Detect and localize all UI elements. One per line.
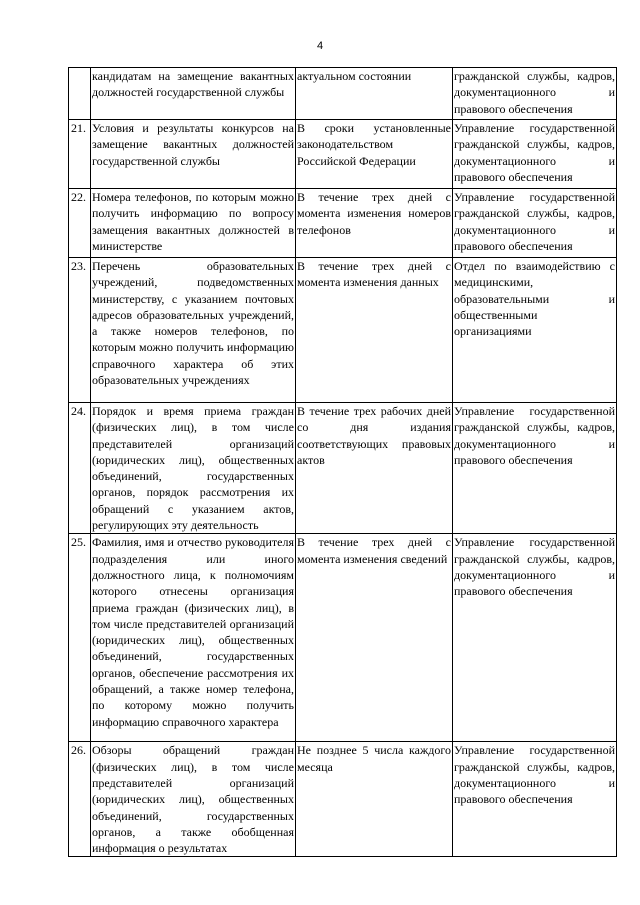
responsible-unit: Управление государственной гражданской службы, кадров, документационного и правового обеспечения [453,534,617,742]
table-row [69,120,617,189]
table-row [69,189,617,258]
info-category: Перечень образовательных учреждений, подведомственных министерству, с указанием почтовых адресов образовательных учреждений, а также номеров телефонов, по которым можно получить информацию справочного характера об этих образовательных учреждениях [91,258,296,403]
responsible-unit: гражданской службы, кадров, документационного и правового обеспечения [453,68,617,120]
update-term: В течение трех рабочих дней со дня издания соответствующих правовых актов [296,403,453,534]
update-term: актуальном состоянии [296,68,453,120]
info-category: Порядок и время приема граждан (физических лиц), в том числе представителей организаций (юридических лиц), общественных объединений, государственных органов, порядок рассмотрения их обращений с указанием актов, регулирующих эту деятельность [92,404,294,533]
info-category: Номера телефонов, по которым можно получить информацию по вопросу замещения вакантных должностей в министерстве [91,189,296,258]
row-number: 25. [69,534,91,742]
update-term: В течение трех дней с момента изменения данных [296,258,453,403]
info-category: Обзоры обращений граждан (физических лиц), в том числе представителей организаций (юридических лиц), общественных объединений, государственных органов, а также обобщенная информация о результатах [92,743,294,856]
row-number [69,68,91,120]
row-number: 26. [69,742,91,857]
row-number: 24. [69,403,91,534]
responsible-unit: Управление государственной гражданской службы, кадров, документационного и правового обеспечения [453,742,617,857]
info-category: Фамилия, имя и отчество руководителя подразделения или иного должностного лица, к полномочиям которого отнесены организация приема граждан (физических лиц), в том числе представителей организаций (юридических лиц), общественных объединений, государственных органов, обеспечение рассмотрения их обращений, а также номер телефона, по которому можно получить информацию справочного характера [91,534,296,742]
table-row [69,403,617,534]
responsible-unit: Управление государственной гражданской службы, кадров, документационного и правового обеспечения [453,189,617,258]
table-row [69,68,617,120]
update-term: В течение трех дней с момента изменения сведений [296,534,453,742]
table-row [69,742,617,857]
document-table [68,67,617,857]
row-number: 21. [69,120,91,189]
row-number: 22. [69,189,91,258]
update-term: В течение трех дней с момента изменения номеров телефонов [296,189,453,258]
update-term: Не позднее 5 числа каждого месяца [296,742,453,857]
info-category: Условия и результаты конкурсов на замещение вакантных должностей государственной службы [91,120,296,189]
responsible-unit: Управление государственной гражданской службы, кадров, документационного и правового обеспечения [453,403,617,534]
table-row [69,258,617,403]
table-row [69,534,617,742]
info-category: кандидатам на замещение вакантных должностей государственной службы [91,68,296,120]
responsible-unit: Отдел по взаимодействию с медицинскими, образовательными и общественными организациями [453,258,617,403]
page-number: 4 [316,40,324,52]
responsible-unit: Управление государственной гражданской службы, кадров, документационного и правового обеспечения [453,120,617,189]
row-number: 23. [69,258,91,403]
update-term: В сроки установленные законодательством Российской Федерации [296,120,453,189]
